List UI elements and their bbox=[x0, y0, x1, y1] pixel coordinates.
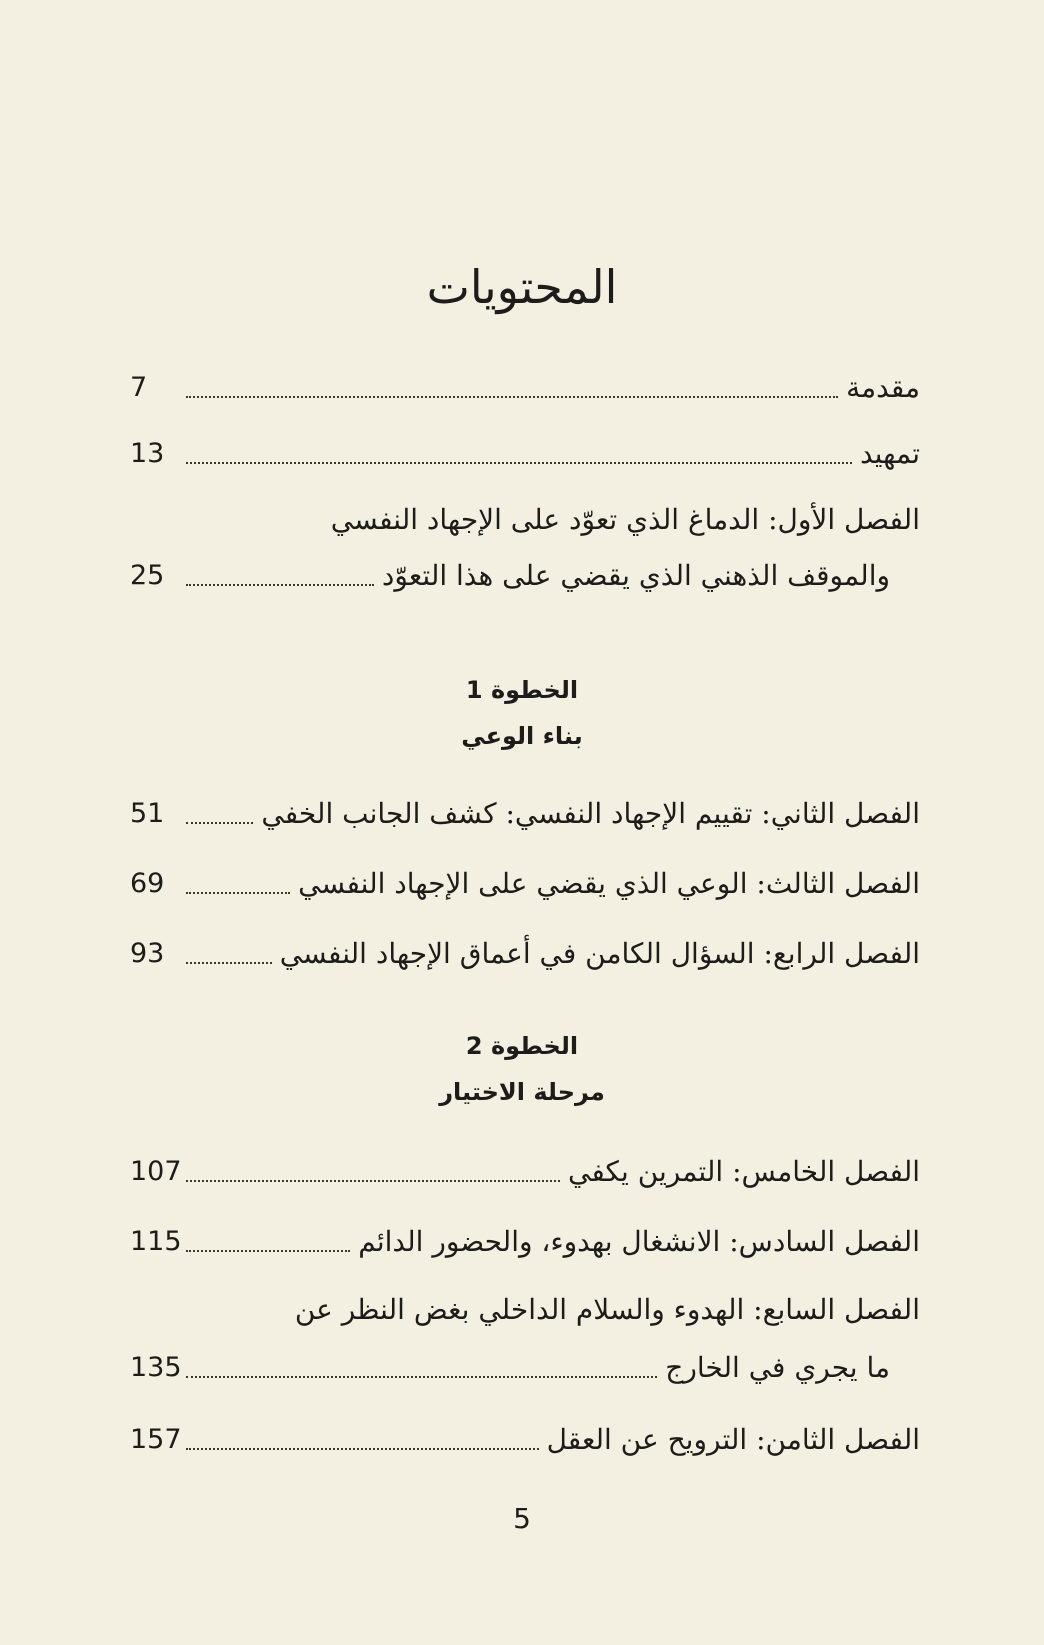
entry-page: 25 bbox=[130, 560, 165, 591]
toc-entry-chapter-6 bbox=[130, 1222, 920, 1262]
entry-label: مقدمة bbox=[846, 371, 920, 404]
dot-leader bbox=[186, 395, 838, 398]
page-number: 5 bbox=[513, 1502, 531, 1535]
toc-entry-chapter-2 bbox=[130, 794, 920, 834]
entry-label: الفصل الخامس: التمرين يكفي bbox=[568, 1155, 920, 1188]
entry-label: الفصل الثاني: تقييم الإجهاد النفسي: كشف الجانب الخفي bbox=[261, 797, 920, 830]
step-1-heading: الخطوة 1 bbox=[465, 676, 579, 704]
entry-label: الفصل الثالث: الوعي الذي يقضي على الإجهاد النفسي bbox=[298, 867, 920, 900]
step-1-subtitle: بناء الوعي bbox=[461, 722, 583, 750]
dot-leader bbox=[186, 961, 272, 964]
toc-entry-chapter-4 bbox=[130, 934, 920, 974]
entry-page: 51 bbox=[130, 798, 165, 829]
toc-entry-chapter-1 bbox=[130, 556, 890, 596]
dot-leader bbox=[186, 1375, 657, 1378]
dot-leader bbox=[186, 461, 852, 464]
dot-leader bbox=[186, 821, 253, 824]
toc-entry-preface bbox=[130, 434, 920, 474]
dot-leader bbox=[186, 1447, 539, 1450]
entry-page: 7 bbox=[130, 372, 148, 403]
entry-page: 115 bbox=[130, 1226, 182, 1257]
entry-label-line1: الفصل الأول: الدماغ الذي تعوّد على الإجهاد النفسي bbox=[330, 503, 920, 536]
toc-entry-chapter-3 bbox=[130, 864, 920, 904]
entry-page: 107 bbox=[130, 1156, 182, 1187]
toc-entry-chapter-7 bbox=[130, 1348, 890, 1388]
entry-page: 157 bbox=[130, 1424, 182, 1455]
dot-leader bbox=[186, 583, 374, 586]
entry-page: 69 bbox=[130, 868, 165, 899]
toc-entry-introduction bbox=[130, 368, 920, 408]
dot-leader bbox=[186, 891, 290, 894]
entry-label: الفصل السادس: الانشغال بهدوء، والحضور الدائم bbox=[358, 1225, 920, 1258]
dot-leader bbox=[186, 1249, 350, 1252]
entry-page: 13 bbox=[130, 438, 165, 469]
toc-entry-chapter-8 bbox=[130, 1420, 920, 1460]
step-2-heading: الخطوة 2 bbox=[465, 1032, 579, 1060]
entry-label-line1: الفصل السابع: الهدوء والسلام الداخلي بغض النظر عن bbox=[294, 1293, 920, 1326]
entry-label: تمهيد bbox=[859, 437, 920, 470]
entry-label: الفصل الرابع: السؤال الكامن في أعماق الإجهاد النفسي bbox=[279, 937, 920, 970]
entry-page: 135 bbox=[130, 1352, 182, 1383]
page-title: المحتويات bbox=[426, 260, 618, 314]
entry-label: ما يجري في الخارج bbox=[665, 1351, 890, 1384]
entry-page: 93 bbox=[130, 938, 165, 969]
step-2-subtitle: مرحلة الاختيار bbox=[439, 1078, 605, 1106]
dot-leader bbox=[186, 1179, 560, 1182]
entry-label: الفصل الثامن: الترويح عن العقل bbox=[546, 1423, 920, 1456]
toc-entry-chapter-5 bbox=[130, 1152, 920, 1192]
entry-label: والموقف الذهني الذي يقضي على هذا التعوّد bbox=[381, 559, 890, 592]
